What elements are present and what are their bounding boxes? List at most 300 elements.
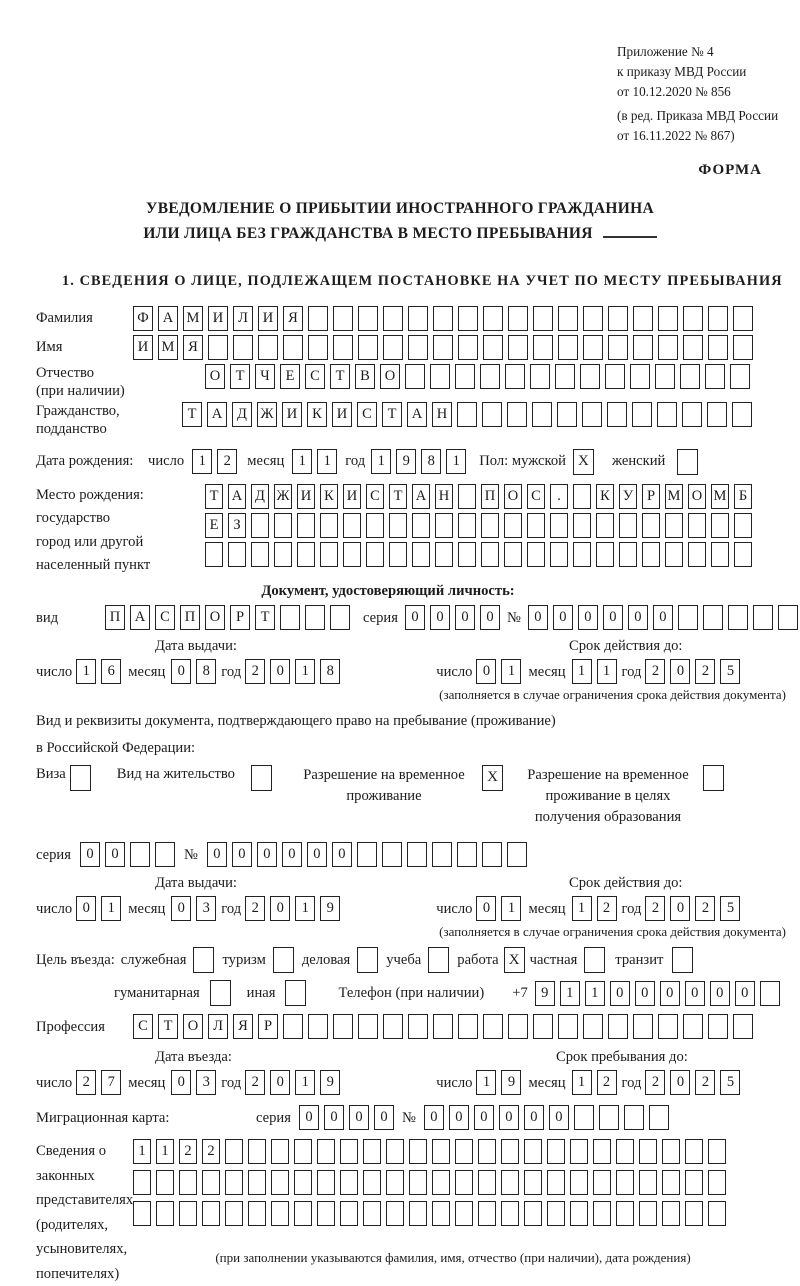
char-box[interactable]: М xyxy=(158,335,178,360)
char-box[interactable]: 5 xyxy=(720,896,740,921)
char-box[interactable]: 0 xyxy=(430,605,450,630)
char-box[interactable] xyxy=(258,335,278,360)
char-box[interactable]: 0 xyxy=(528,605,548,630)
char-box[interactable]: А xyxy=(407,402,427,427)
char-box[interactable] xyxy=(753,605,773,630)
char-box[interactable]: 0 xyxy=(670,659,690,684)
char-box[interactable] xyxy=(633,306,653,331)
temp-residence-checkbox[interactable]: X xyxy=(482,765,503,791)
char-box[interactable]: 0 xyxy=(299,1105,319,1130)
char-box[interactable] xyxy=(408,306,428,331)
char-box[interactable]: 0 xyxy=(455,605,475,630)
char-box[interactable]: 0 xyxy=(282,842,302,867)
char-box[interactable] xyxy=(228,542,246,567)
char-box[interactable] xyxy=(294,1201,312,1226)
purpose-work-checkbox[interactable]: X xyxy=(504,947,525,973)
char-box[interactable] xyxy=(317,1201,335,1226)
char-box[interactable] xyxy=(733,306,753,331)
char-box[interactable]: Ч xyxy=(255,364,275,389)
char-box[interactable] xyxy=(619,542,637,567)
char-box[interactable]: Е xyxy=(205,513,223,538)
char-box[interactable] xyxy=(483,306,503,331)
char-box[interactable]: 0 xyxy=(480,605,500,630)
char-box[interactable] xyxy=(639,1201,657,1226)
char-box[interactable]: Я xyxy=(283,306,303,331)
char-box[interactable]: Т xyxy=(182,402,202,427)
purpose-humanitarian-checkbox[interactable] xyxy=(210,980,231,1006)
char-box[interactable] xyxy=(205,542,223,567)
char-box[interactable] xyxy=(481,542,499,567)
char-box[interactable] xyxy=(570,1139,588,1164)
char-box[interactable]: 0 xyxy=(735,981,755,1006)
char-box[interactable] xyxy=(570,1170,588,1195)
char-box[interactable]: Л xyxy=(208,1014,228,1039)
char-box[interactable] xyxy=(363,1201,381,1226)
char-box[interactable]: . xyxy=(550,484,568,509)
char-box[interactable]: Е xyxy=(280,364,300,389)
char-box[interactable] xyxy=(283,335,303,360)
char-box[interactable] xyxy=(320,513,338,538)
char-box[interactable] xyxy=(657,402,677,427)
char-box[interactable] xyxy=(504,513,522,538)
char-box[interactable] xyxy=(308,335,328,360)
char-box[interactable] xyxy=(179,1170,197,1195)
char-box[interactable]: 0 xyxy=(257,842,277,867)
char-box[interactable] xyxy=(642,542,660,567)
char-box[interactable]: 1 xyxy=(476,1070,496,1095)
char-box[interactable] xyxy=(658,306,678,331)
char-box[interactable]: 1 xyxy=(560,981,580,1006)
char-box[interactable] xyxy=(583,306,603,331)
char-box[interactable]: О xyxy=(688,484,706,509)
char-box[interactable] xyxy=(457,402,477,427)
char-box[interactable] xyxy=(340,1139,358,1164)
char-box[interactable] xyxy=(478,1139,496,1164)
char-box[interactable]: 9 xyxy=(320,896,340,921)
char-box[interactable]: И xyxy=(332,402,352,427)
char-box[interactable] xyxy=(382,842,402,867)
char-box[interactable] xyxy=(333,1014,353,1039)
char-box[interactable] xyxy=(340,1201,358,1226)
char-box[interactable]: Л xyxy=(233,306,253,331)
char-box[interactable] xyxy=(616,1170,634,1195)
char-box[interactable] xyxy=(733,1014,753,1039)
char-box[interactable] xyxy=(580,364,600,389)
char-box[interactable]: 0 xyxy=(549,1105,569,1130)
char-box[interactable] xyxy=(608,335,628,360)
char-box[interactable]: В xyxy=(355,364,375,389)
char-box[interactable] xyxy=(778,605,798,630)
char-box[interactable] xyxy=(662,1139,680,1164)
char-box[interactable] xyxy=(343,542,361,567)
char-box[interactable] xyxy=(386,1139,404,1164)
char-box[interactable]: 6 xyxy=(101,659,121,684)
char-box[interactable] xyxy=(533,335,553,360)
char-box[interactable]: 5 xyxy=(720,1070,740,1095)
char-box[interactable] xyxy=(358,1014,378,1039)
char-box[interactable]: А xyxy=(228,484,246,509)
char-box[interactable]: 0 xyxy=(499,1105,519,1130)
char-box[interactable]: 2 xyxy=(179,1139,197,1164)
char-box[interactable]: 0 xyxy=(80,842,100,867)
char-box[interactable]: 0 xyxy=(685,981,705,1006)
char-box[interactable] xyxy=(658,1014,678,1039)
char-box[interactable]: Т xyxy=(158,1014,178,1039)
purpose-study-checkbox[interactable] xyxy=(428,947,449,973)
gender-male-checkbox[interactable]: X xyxy=(573,449,594,475)
char-box[interactable]: 1 xyxy=(597,659,617,684)
char-box[interactable] xyxy=(683,306,703,331)
char-box[interactable] xyxy=(524,1170,542,1195)
char-box[interactable] xyxy=(155,842,175,867)
char-box[interactable] xyxy=(208,335,228,360)
char-box[interactable]: 0 xyxy=(207,842,227,867)
char-box[interactable]: 1 xyxy=(192,449,212,474)
char-box[interactable]: М xyxy=(711,484,729,509)
char-box[interactable] xyxy=(507,402,527,427)
visa-checkbox[interactable] xyxy=(70,765,91,791)
char-box[interactable] xyxy=(708,1139,726,1164)
char-box[interactable] xyxy=(558,335,578,360)
char-box[interactable] xyxy=(555,364,575,389)
char-box[interactable] xyxy=(133,1201,151,1226)
char-box[interactable] xyxy=(386,1170,404,1195)
char-box[interactable] xyxy=(294,1139,312,1164)
char-box[interactable] xyxy=(547,1201,565,1226)
char-box[interactable]: 0 xyxy=(405,605,425,630)
char-box[interactable]: Т xyxy=(330,364,350,389)
char-box[interactable] xyxy=(593,1170,611,1195)
char-box[interactable] xyxy=(688,513,706,538)
char-box[interactable] xyxy=(665,542,683,567)
char-box[interactable] xyxy=(708,1014,728,1039)
char-box[interactable] xyxy=(458,306,478,331)
char-box[interactable] xyxy=(642,513,660,538)
char-box[interactable] xyxy=(483,1014,503,1039)
char-box[interactable]: 8 xyxy=(320,659,340,684)
char-box[interactable]: Т xyxy=(205,484,223,509)
char-box[interactable] xyxy=(383,335,403,360)
char-box[interactable] xyxy=(297,513,315,538)
char-box[interactable]: 9 xyxy=(501,1070,521,1095)
char-box[interactable] xyxy=(133,1170,151,1195)
char-box[interactable] xyxy=(225,1170,243,1195)
char-box[interactable] xyxy=(530,364,550,389)
char-box[interactable] xyxy=(340,1170,358,1195)
purpose-business-checkbox[interactable] xyxy=(193,947,214,973)
char-box[interactable]: 2 xyxy=(245,659,265,684)
char-box[interactable] xyxy=(507,842,527,867)
char-box[interactable]: К xyxy=(307,402,327,427)
char-box[interactable] xyxy=(478,1201,496,1226)
char-box[interactable] xyxy=(593,1201,611,1226)
char-box[interactable] xyxy=(412,542,430,567)
char-box[interactable] xyxy=(363,1170,381,1195)
char-box[interactable] xyxy=(655,364,675,389)
char-box[interactable]: 0 xyxy=(449,1105,469,1130)
char-box[interactable] xyxy=(333,306,353,331)
char-box[interactable] xyxy=(202,1170,220,1195)
char-box[interactable] xyxy=(524,1201,542,1226)
char-box[interactable]: 2 xyxy=(76,1070,96,1095)
char-box[interactable]: П xyxy=(481,484,499,509)
char-box[interactable] xyxy=(156,1170,174,1195)
char-box[interactable] xyxy=(358,335,378,360)
char-box[interactable]: 1 xyxy=(501,659,521,684)
char-box[interactable] xyxy=(616,1201,634,1226)
char-box[interactable] xyxy=(483,335,503,360)
char-box[interactable] xyxy=(708,335,728,360)
char-box[interactable]: 8 xyxy=(421,449,441,474)
char-box[interactable]: И xyxy=(343,484,361,509)
char-box[interactable] xyxy=(633,1014,653,1039)
char-box[interactable]: Р xyxy=(642,484,660,509)
char-box[interactable] xyxy=(482,842,502,867)
char-box[interactable]: 9 xyxy=(396,449,416,474)
char-box[interactable] xyxy=(179,1201,197,1226)
char-box[interactable] xyxy=(455,364,475,389)
char-box[interactable]: 0 xyxy=(476,896,496,921)
char-box[interactable] xyxy=(524,1139,542,1164)
char-box[interactable] xyxy=(733,335,753,360)
char-box[interactable]: 2 xyxy=(695,896,715,921)
char-box[interactable]: О xyxy=(380,364,400,389)
char-box[interactable]: Д xyxy=(232,402,252,427)
char-box[interactable] xyxy=(574,1105,594,1130)
char-box[interactable] xyxy=(683,335,703,360)
char-box[interactable]: 2 xyxy=(245,1070,265,1095)
char-box[interactable]: 9 xyxy=(320,1070,340,1095)
char-box[interactable] xyxy=(271,1139,289,1164)
char-box[interactable] xyxy=(358,306,378,331)
char-box[interactable] xyxy=(711,542,729,567)
char-box[interactable] xyxy=(433,335,453,360)
char-box[interactable]: Т xyxy=(255,605,275,630)
char-box[interactable]: И xyxy=(297,484,315,509)
char-box[interactable]: 0 xyxy=(710,981,730,1006)
char-box[interactable]: 1 xyxy=(295,1070,315,1095)
char-box[interactable] xyxy=(407,842,427,867)
char-box[interactable] xyxy=(607,402,627,427)
char-box[interactable]: А xyxy=(130,605,150,630)
char-box[interactable] xyxy=(504,542,522,567)
char-box[interactable] xyxy=(570,1201,588,1226)
char-box[interactable] xyxy=(357,842,377,867)
char-box[interactable]: Ф xyxy=(133,306,153,331)
char-box[interactable]: 2 xyxy=(695,659,715,684)
char-box[interactable]: 0 xyxy=(270,1070,290,1095)
char-box[interactable] xyxy=(294,1170,312,1195)
char-box[interactable] xyxy=(405,364,425,389)
char-box[interactable] xyxy=(760,981,780,1006)
char-box[interactable] xyxy=(583,335,603,360)
char-box[interactable] xyxy=(608,1014,628,1039)
char-box[interactable] xyxy=(688,542,706,567)
char-box[interactable] xyxy=(433,1014,453,1039)
char-box[interactable] xyxy=(533,306,553,331)
char-box[interactable] xyxy=(550,542,568,567)
char-box[interactable]: У xyxy=(619,484,637,509)
char-box[interactable] xyxy=(705,364,725,389)
char-box[interactable]: 0 xyxy=(332,842,352,867)
char-box[interactable]: И xyxy=(208,306,228,331)
char-box[interactable] xyxy=(363,1139,381,1164)
char-box[interactable]: Т xyxy=(230,364,250,389)
char-box[interactable]: С xyxy=(527,484,545,509)
char-box[interactable] xyxy=(482,402,502,427)
char-box[interactable]: 0 xyxy=(349,1105,369,1130)
char-box[interactable] xyxy=(558,1014,578,1039)
char-box[interactable] xyxy=(432,1201,450,1226)
char-box[interactable] xyxy=(333,335,353,360)
char-box[interactable] xyxy=(409,1139,427,1164)
char-box[interactable] xyxy=(649,1105,669,1130)
char-box[interactable]: М xyxy=(665,484,683,509)
char-box[interactable]: С xyxy=(133,1014,153,1039)
char-box[interactable] xyxy=(573,513,591,538)
char-box[interactable] xyxy=(662,1170,680,1195)
char-box[interactable]: 2 xyxy=(217,449,237,474)
char-box[interactable]: 0 xyxy=(232,842,252,867)
purpose-commercial-checkbox[interactable] xyxy=(357,947,378,973)
char-box[interactable]: Р xyxy=(230,605,250,630)
char-box[interactable] xyxy=(728,605,748,630)
purpose-private-checkbox[interactable] xyxy=(584,947,605,973)
char-box[interactable] xyxy=(251,542,269,567)
char-box[interactable]: О xyxy=(205,364,225,389)
char-box[interactable] xyxy=(271,1170,289,1195)
char-box[interactable] xyxy=(501,1170,519,1195)
char-box[interactable] xyxy=(455,1170,473,1195)
char-box[interactable]: 0 xyxy=(653,605,673,630)
char-box[interactable] xyxy=(734,513,752,538)
purpose-other-checkbox[interactable] xyxy=(285,980,306,1006)
char-box[interactable]: 0 xyxy=(635,981,655,1006)
char-box[interactable] xyxy=(412,513,430,538)
char-box[interactable]: 0 xyxy=(610,981,630,1006)
char-box[interactable] xyxy=(386,1201,404,1226)
char-box[interactable] xyxy=(533,1014,553,1039)
char-box[interactable]: О xyxy=(205,605,225,630)
char-box[interactable] xyxy=(409,1170,427,1195)
char-box[interactable]: 1 xyxy=(295,659,315,684)
char-box[interactable] xyxy=(432,1139,450,1164)
char-box[interactable]: 5 xyxy=(720,659,740,684)
char-box[interactable]: 0 xyxy=(670,896,690,921)
char-box[interactable]: З xyxy=(228,513,246,538)
char-box[interactable] xyxy=(248,1170,266,1195)
char-box[interactable] xyxy=(248,1139,266,1164)
char-box[interactable]: П xyxy=(105,605,125,630)
char-box[interactable]: 1 xyxy=(101,896,121,921)
char-box[interactable] xyxy=(605,364,625,389)
char-box[interactable]: С xyxy=(305,364,325,389)
char-box[interactable] xyxy=(583,1014,603,1039)
char-box[interactable]: 1 xyxy=(156,1139,174,1164)
char-box[interactable]: О xyxy=(183,1014,203,1039)
char-box[interactable] xyxy=(685,1139,703,1164)
char-box[interactable]: А xyxy=(158,306,178,331)
char-box[interactable] xyxy=(458,542,476,567)
char-box[interactable] xyxy=(639,1139,657,1164)
char-box[interactable] xyxy=(665,513,683,538)
char-box[interactable]: 2 xyxy=(645,896,665,921)
char-box[interactable] xyxy=(573,542,591,567)
char-box[interactable] xyxy=(582,402,602,427)
char-box[interactable] xyxy=(508,1014,528,1039)
char-box[interactable] xyxy=(481,513,499,538)
char-box[interactable] xyxy=(478,1170,496,1195)
purpose-transit-checkbox[interactable] xyxy=(672,947,693,973)
char-box[interactable] xyxy=(408,335,428,360)
char-box[interactable]: Ж xyxy=(274,484,292,509)
char-box[interactable] xyxy=(308,306,328,331)
char-box[interactable] xyxy=(225,1139,243,1164)
char-box[interactable]: 1 xyxy=(76,659,96,684)
char-box[interactable]: С xyxy=(155,605,175,630)
char-box[interactable]: 0 xyxy=(476,659,496,684)
char-box[interactable]: С xyxy=(357,402,377,427)
char-box[interactable] xyxy=(662,1201,680,1226)
char-box[interactable]: Т xyxy=(382,402,402,427)
char-box[interactable] xyxy=(527,513,545,538)
char-box[interactable] xyxy=(703,605,723,630)
char-box[interactable]: 0 xyxy=(324,1105,344,1130)
char-box[interactable]: 0 xyxy=(660,981,680,1006)
char-box[interactable]: 1 xyxy=(572,896,592,921)
char-box[interactable] xyxy=(274,542,292,567)
char-box[interactable] xyxy=(608,306,628,331)
char-box[interactable] xyxy=(730,364,750,389)
char-box[interactable]: 0 xyxy=(270,896,290,921)
char-box[interactable] xyxy=(708,306,728,331)
char-box[interactable] xyxy=(225,1201,243,1226)
char-box[interactable]: 8 xyxy=(196,659,216,684)
char-box[interactable] xyxy=(508,306,528,331)
char-box[interactable] xyxy=(408,1014,428,1039)
char-box[interactable]: Д xyxy=(251,484,269,509)
char-box[interactable] xyxy=(732,402,752,427)
char-box[interactable] xyxy=(734,542,752,567)
char-box[interactable]: Я xyxy=(183,335,203,360)
char-box[interactable] xyxy=(501,1139,519,1164)
char-box[interactable]: 3 xyxy=(196,896,216,921)
char-box[interactable]: 0 xyxy=(171,659,191,684)
char-box[interactable]: 0 xyxy=(307,842,327,867)
char-box[interactable]: 0 xyxy=(374,1105,394,1130)
char-box[interactable]: 0 xyxy=(76,896,96,921)
char-box[interactable]: 1 xyxy=(572,659,592,684)
char-box[interactable]: 0 xyxy=(474,1105,494,1130)
char-box[interactable]: С xyxy=(366,484,384,509)
char-box[interactable] xyxy=(308,1014,328,1039)
char-box[interactable] xyxy=(271,1201,289,1226)
char-box[interactable]: 1 xyxy=(317,449,337,474)
char-box[interactable]: Н xyxy=(432,402,452,427)
char-box[interactable] xyxy=(280,605,300,630)
char-box[interactable]: 1 xyxy=(133,1139,151,1164)
char-box[interactable] xyxy=(383,306,403,331)
char-box[interactable] xyxy=(501,1201,519,1226)
char-box[interactable] xyxy=(558,306,578,331)
char-box[interactable] xyxy=(458,335,478,360)
char-box[interactable] xyxy=(320,542,338,567)
char-box[interactable]: 1 xyxy=(585,981,605,1006)
char-box[interactable] xyxy=(202,1201,220,1226)
char-box[interactable]: 0 xyxy=(424,1105,444,1130)
char-box[interactable] xyxy=(130,842,150,867)
char-box[interactable] xyxy=(366,542,384,567)
